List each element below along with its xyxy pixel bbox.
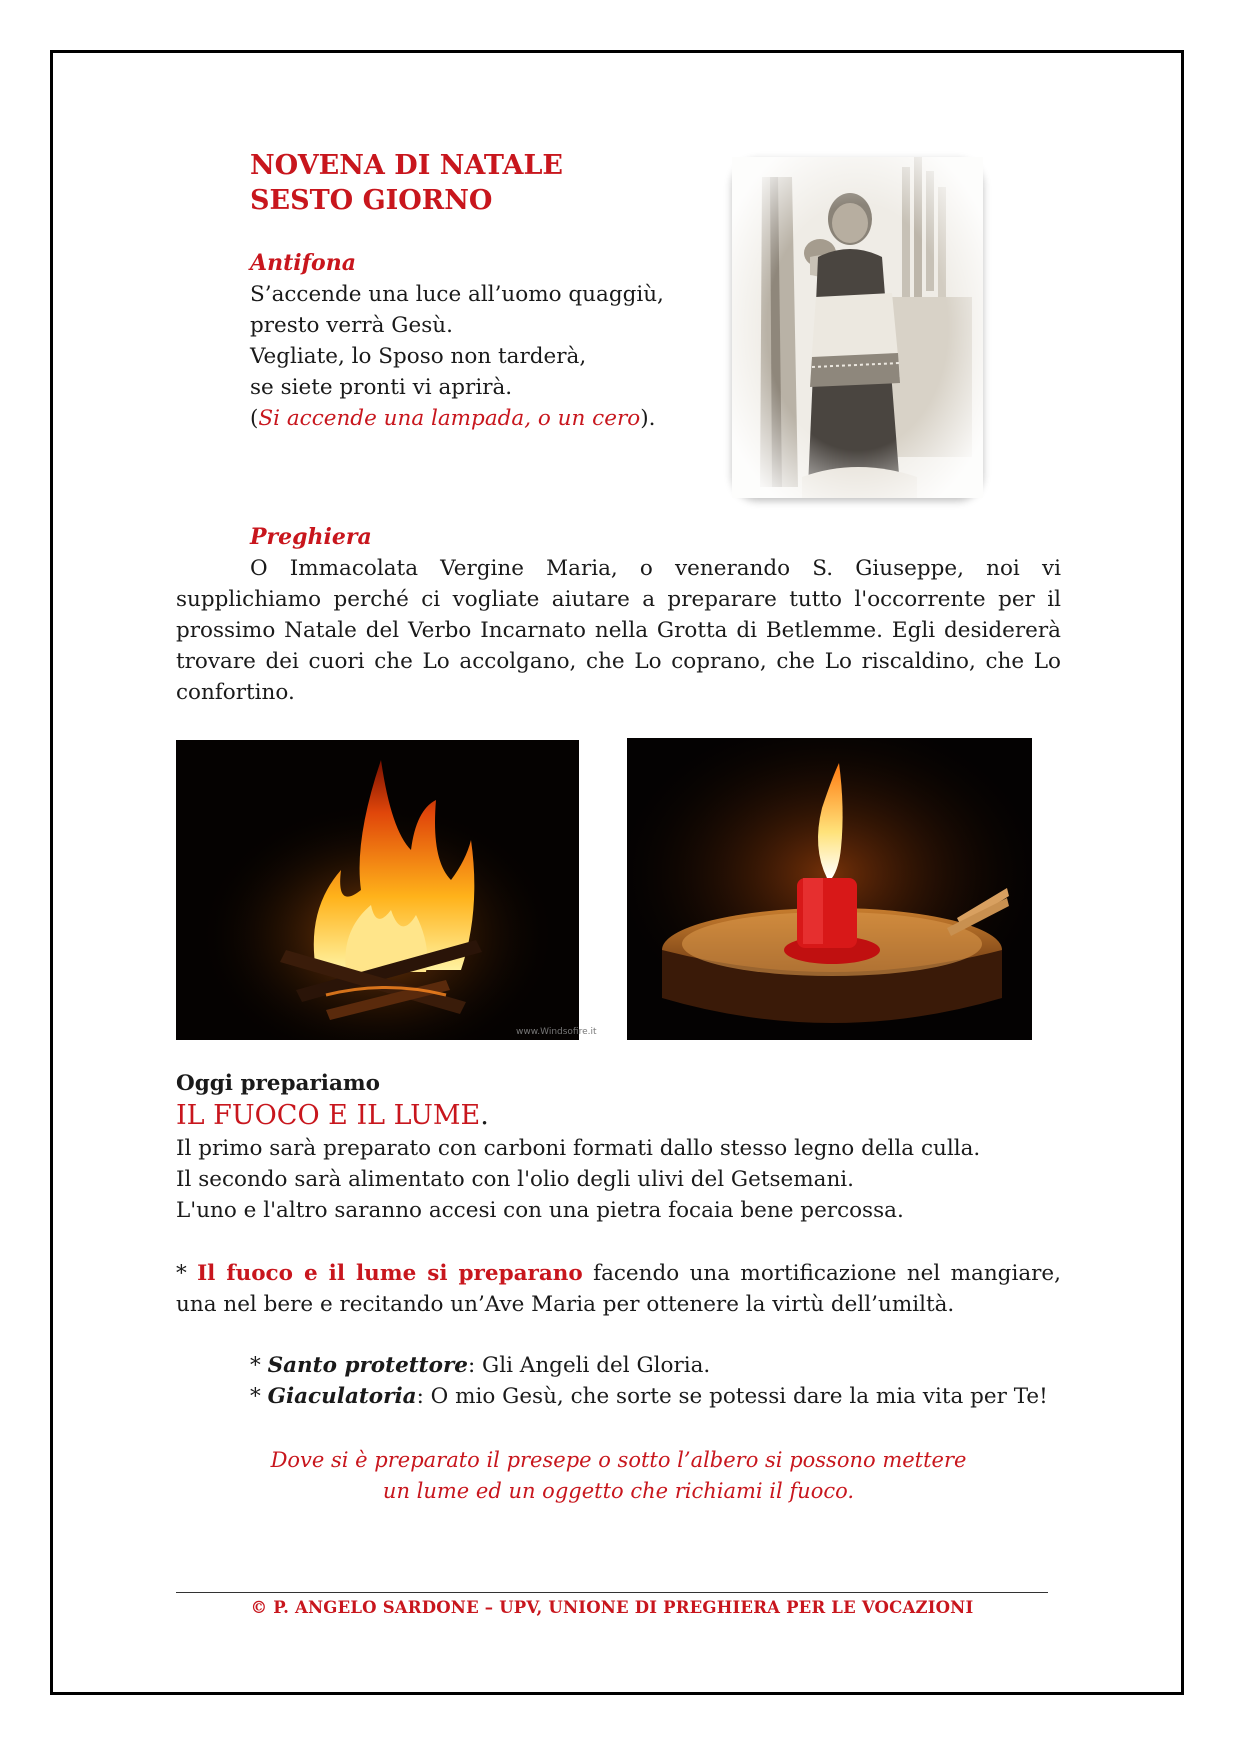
antifona-section <box>250 248 690 434</box>
devotions-list <box>250 1350 1070 1412</box>
title-line-2: SESTO GIORNO <box>250 185 493 216</box>
oggi-line: Il primo sarà preparato con carboni formati dallo stesso legno della culla. <box>176 1136 981 1161</box>
oggi-section <box>176 1069 1076 1226</box>
candle-drawing <box>627 738 1032 1040</box>
antifona-line: se siete pronti vi aprirà. <box>250 375 513 400</box>
fioretto-paragraph: * Il fuoco e il lume si preparano facendo una mortificazione nel mangiare, una nel bere e recitando un’Ave Maria per ottenere la virtù dell’umiltà. <box>176 1261 1061 1317</box>
priest-portrait-drawing <box>732 157 983 498</box>
preghiera-heading: Preghiera <box>250 524 372 550</box>
oggi-object: IL FUOCO E IL LUME. <box>176 1100 489 1131</box>
fioretto-highlight: Il fuoco e il lume si preparano <box>197 1261 583 1286</box>
bonfire-image <box>176 740 597 1040</box>
antifona-heading: Antifona <box>250 250 356 276</box>
candle-image <box>627 738 1032 1040</box>
preghiera-text: O Immacolata Vergine Maria, o venerando S. Giuseppe, noi vi supplichiamo perché ci vogliate aiutare a preparare tutto l'occorrente per il prossimo Natale del Verbo Incarnato nella Grotta di Betlemme. Egli desidererà trovare dei cuori che Lo accolgano, che Lo coprano, che Lo riscaldino, che Lo confortino. <box>176 556 1061 705</box>
oggi-line: Il secondo sarà alimentato con l'olio degli ulivi del Getsemani. <box>176 1167 854 1192</box>
giaculatoria: * Giaculatoria: O mio Gesù, che sorte se potessi dare la mia vita per Te! <box>250 1384 1048 1409</box>
priest-portrait-image <box>732 157 983 498</box>
antifona-line: Vegliate, lo Sposo non tarderà, <box>250 344 587 369</box>
santo-protettore: * Santo protettore: Gli Angeli del Gloria. <box>250 1353 711 1378</box>
footer-copyright: © P. ANGELO SARDONE – UPV, UNIONE DI PREGHIERA PER LE VOCAZIONI <box>250 1598 974 1617</box>
antifona-rubric: (Si accende una lampada, o un cero). <box>250 406 656 431</box>
bonfire-drawing <box>176 740 597 1040</box>
fire-watermark: www.Windsofire.it <box>516 1027 597 1037</box>
oggi-line: L'uno e l'altro saranno accesi con una pietra focaia bene percossa. <box>176 1198 904 1223</box>
page-title <box>250 148 563 218</box>
antifona-line: S’accende una luce all’uomo quaggiù, <box>250 282 664 307</box>
antifona-line: presto verrà Gesù. <box>250 313 453 338</box>
oggi-label: Oggi prepariamo <box>176 1071 380 1096</box>
closing-note: Dove si è preparato il presepe o sotto l’albero si possono mettere un lume ed un oggetto che richiami il fuoco. <box>270 1448 967 1503</box>
preghiera-section <box>176 522 1061 708</box>
footer-divider <box>176 1592 1048 1593</box>
rubric-text: Si accende una lampada, o un cero <box>258 406 641 431</box>
title-line-1: NOVENA DI NATALE <box>250 150 564 181</box>
